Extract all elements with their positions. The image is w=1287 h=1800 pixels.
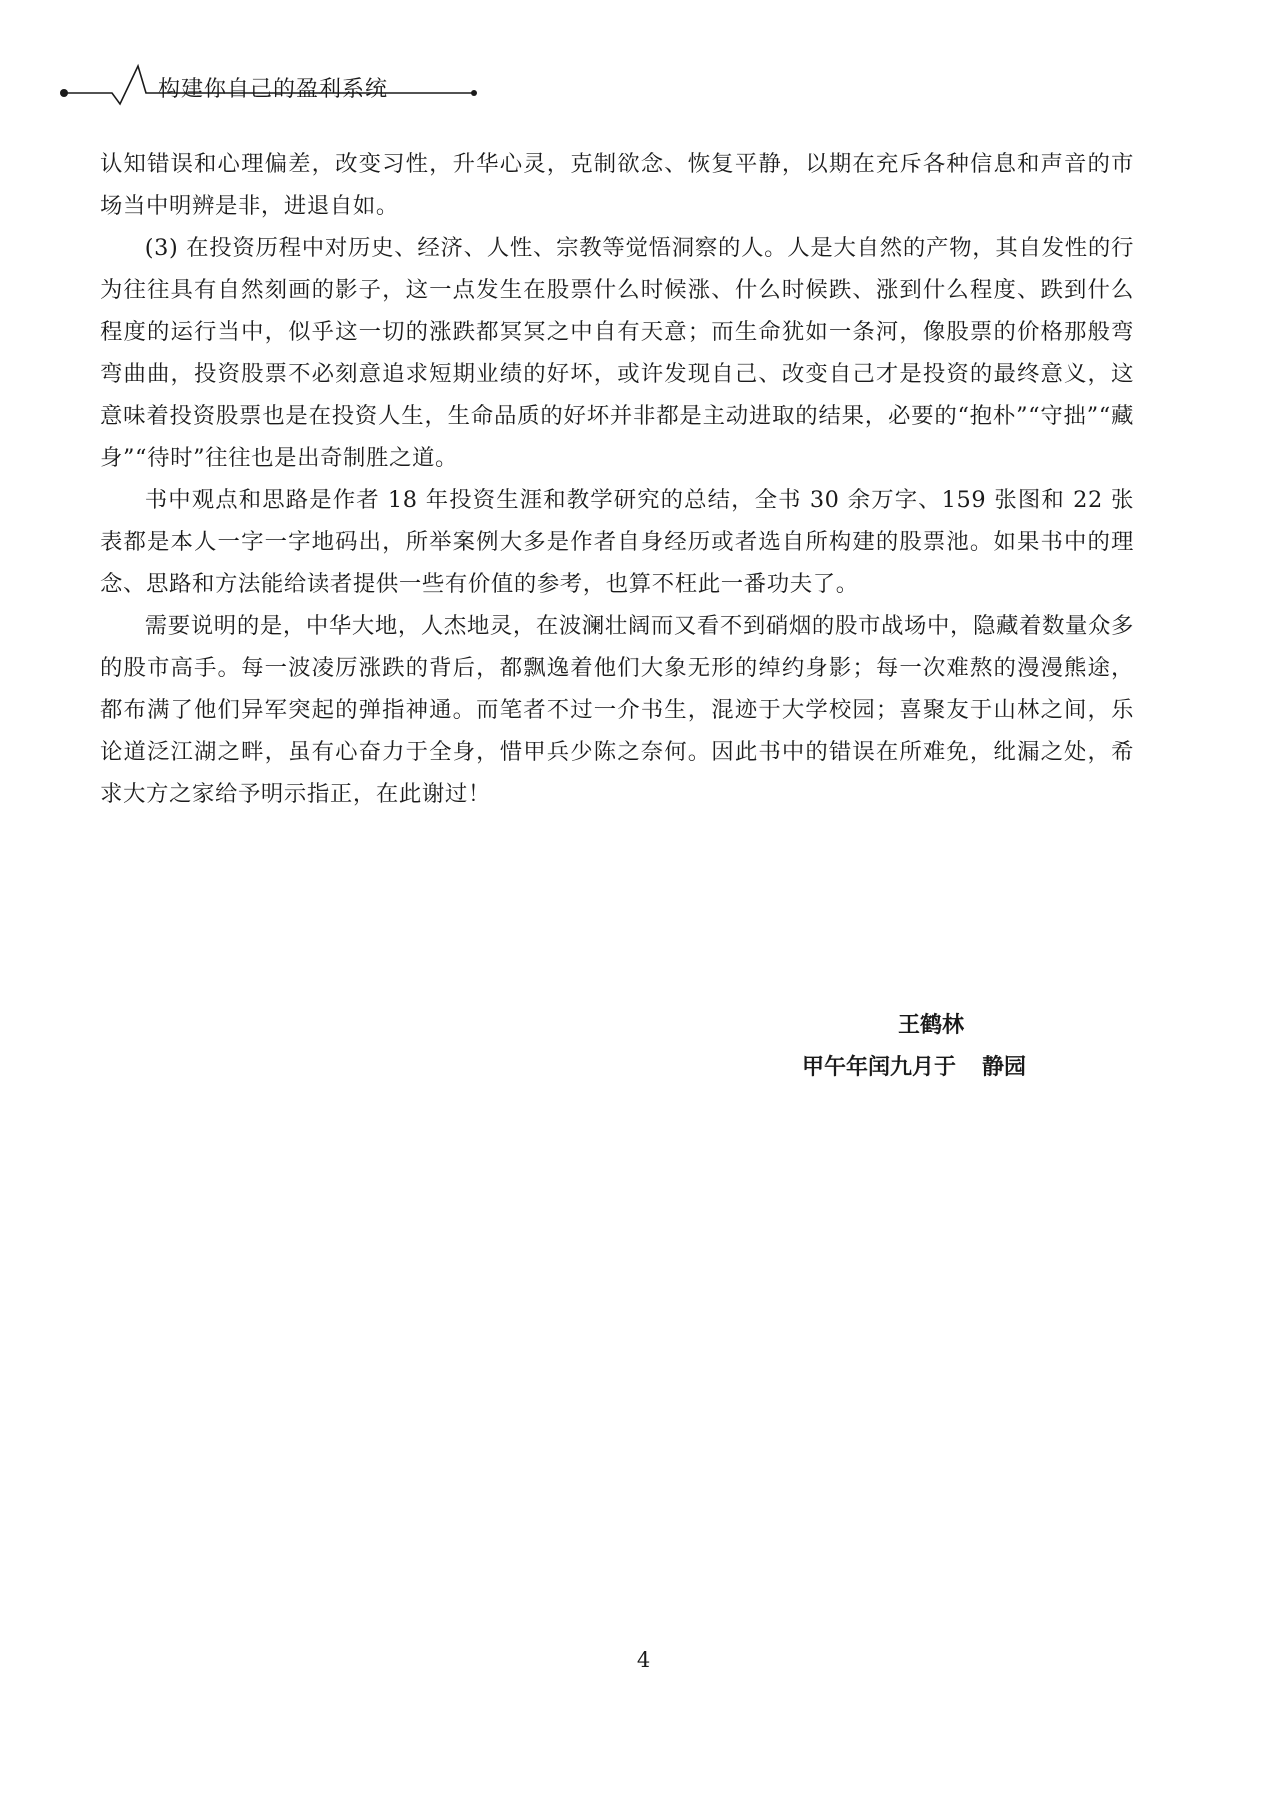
running-header (60, 60, 480, 120)
page-number: 4 (636, 1648, 651, 1672)
signature-date: 甲午年闰九月于 (802, 1055, 957, 1080)
body-text (100, 143, 1134, 815)
signature-date-line (802, 1050, 1026, 1081)
paragraph-acknowledgement: 需要说明的是，中华大地，人杰地灵，在波澜壮阔而又看不到硝烟的股市战场中，隐藏着数量众多的股市高手。每一波凌厉涨跌的背后，都飘逸着他们大象无形的绰约身影；每一次难熬的漫漫熊途，都布满了他们异军突起的弹指神通。而笔者不过一介书生，混迹于大学校园；喜聚友于山林之间，乐论道泛江湖之畔，虽有心奋力于全身，惜甲兵少陈之奈何。因此书中的错误在所难免，纰漏之处，希求大方之家给予明示指正，在此谢过！ (100, 613, 1134, 807)
paragraph-continued: 认知错误和心理偏差，改变习性，升华心灵，克制欲念、恢复平静，以期在充斥各种信息和声音的市场当中明辨是非，进退自如。 (100, 151, 1134, 219)
paragraph-book-summary: 书中观点和思路是作者 18 年投资生涯和教学研究的总结，全书 30 余万字、159 张图和 22 张表都是本人一字一字地码出，所举案例大多是作者自身经历或者选自所构建的股票池。如果书中的理念、思路和方法能给读者提供一些有价值的参考，也算不枉此一番功夫了。 (100, 487, 1134, 597)
header-title: 构建你自己的盈利系统 (158, 77, 389, 102)
signature-place: 静园 (982, 1055, 1027, 1080)
signature-author: 王鹤林 (898, 1013, 965, 1038)
header-right-dot (471, 90, 477, 96)
paragraph-point-3: (3) 在投资历程中对历史、经济、人性、宗教等觉悟洞察的人。人是大自然的产物，其自发性的行为往往具有自然刻画的影子，这一点发生在股票什么时候涨、什么时候跌、涨到什么程度、跌到什么程度的运行当中，似乎这一切的涨跌都冥冥之中自有天意；而生命犹如一条河，像股票的价格那般弯弯曲曲，投资股票不必刻意追求短期业绩的好坏，或许发现自己、改变自己才是投资的最终意义，这意味着投资股票也是在投资人生，生命品质的好坏并非都是主动进取的结果，必要的“抱朴”“守拙”“藏身”“待时”往往也是出奇制胜之道。 (100, 235, 1134, 471)
